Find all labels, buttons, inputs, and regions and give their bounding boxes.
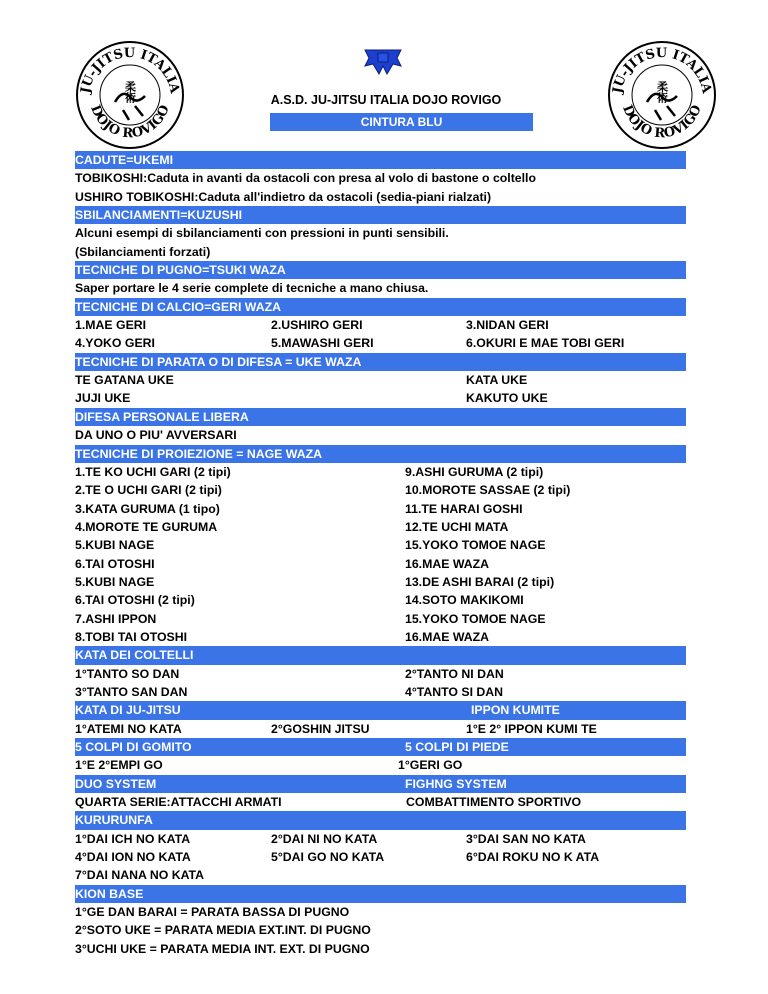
item-text: 10.MOROTE SASSAE (2 tipi) (405, 483, 571, 498)
item-text: 12.TE UCHI MATA (405, 519, 509, 534)
section-header (75, 701, 686, 719)
section-title: CADUTE=UKEMI (75, 153, 174, 167)
section-header (75, 408, 686, 426)
item-text: 3°TANTO SAN DAN (75, 684, 188, 699)
item-text: 7.ASHI IPPON (75, 611, 157, 626)
item-text: 3°UCHI UKE = PARATA MEDIA INT. EXT. DI PUGNO (75, 941, 370, 956)
syllabus-line (75, 500, 686, 518)
item-text: (Sbilanciamenti forzati) (75, 244, 211, 259)
item-text: 1°ATEMI NO KATA (75, 721, 182, 736)
item-text: 13.DE ASHI BARAI (2 tipi) (405, 574, 555, 589)
item-text: 2°TANTO NI DAN (405, 666, 504, 681)
item-text: 16.MAE WAZA (405, 556, 490, 571)
syllabus-line (75, 389, 686, 407)
item-text: USHIRO TOBIKOSHI:Caduta all'indietro da ostacoli (sedia-piani rialzati) (75, 189, 492, 204)
syllabus-line (75, 334, 686, 352)
logo-text-top: JU-JITSU ITALIA (610, 45, 714, 95)
section-title: KATA DEI COLTELLI (75, 648, 194, 663)
syllabus-line (75, 169, 686, 187)
item-text: 3°DAI SAN NO KATA (466, 831, 586, 846)
section-title: 5 COLPI DI GOMITO (75, 740, 192, 754)
section-header (75, 151, 686, 169)
item-text: 14.SOTO MAKIKOMI (405, 593, 524, 608)
syllabus-line (75, 279, 686, 297)
item-text: 4.YOKO GERI (75, 336, 155, 351)
syllabus-line (75, 610, 686, 628)
item-text: Alcuni esempi di sbilanciamenti con pressioni in punti sensibili. (75, 226, 449, 241)
section-header (75, 775, 686, 793)
section-header (75, 885, 686, 903)
item-text: 1.MAE GERI (75, 318, 147, 333)
belt-level-label: CINTURA BLU (270, 113, 533, 131)
section-title: TECNICHE DI PUGNO=TSUKI WAZA (75, 263, 286, 278)
syllabus-line (75, 536, 686, 554)
syllabus-line (75, 866, 686, 884)
item-text: 1°GE DAN BARAI = PARATA BASSA DI PUGNO (75, 905, 350, 920)
section-title: TECNICHE DI PARATA O DI DIFESA = UKE WAZA (75, 354, 362, 369)
item-text: 6.TAI OTOSHI (2 tipi) (75, 593, 195, 608)
item-text: 7°DAI NANA NO KATA (75, 868, 205, 883)
item-text: 1.TE KO UCHI GARI (2 tipi) (75, 464, 231, 479)
syllabus-line (75, 940, 686, 958)
item-text: 6°DAI ROKU NO K ATA (466, 850, 600, 865)
syllabus-line (75, 224, 686, 242)
section-title: DIFESA PERSONALE LIBERA (75, 409, 249, 424)
item-text: 5.KUBI NAGE (75, 574, 155, 589)
item-text: 9.ASHI GURUMA (2 tipi) (405, 464, 544, 479)
section-header (75, 353, 686, 371)
logo-kanji: 柔術 (655, 81, 669, 103)
item-text: DA UNO O PIU' AVVERSARI (75, 428, 237, 443)
item-text: 6.TAI OTOSHI (75, 556, 155, 571)
syllabus-line (75, 463, 686, 481)
section-title: SBILANCIAMENTI=KUZUSHI (75, 208, 243, 223)
item-text: 15.YOKO TOMOE NAGE (405, 538, 546, 553)
logo-text-top: JU-JITSU ITALIA (78, 45, 182, 95)
item-text: 2.TE O UCHI GARI (2 tipi) (75, 483, 222, 498)
syllabus-content (75, 151, 686, 958)
item-text: 1°DAI ICH NO KATA (75, 831, 191, 846)
logo-text-bottom: DOJO ROVIGO (619, 103, 705, 142)
item-text: 5°DAI GO NO KATA (271, 850, 385, 865)
syllabus-line (75, 426, 686, 444)
syllabus-line (75, 720, 686, 738)
section-header (75, 445, 686, 463)
section-header (75, 206, 686, 224)
syllabus-line (75, 756, 686, 774)
item-text: 2°DAI NI NO KATA (271, 831, 378, 846)
syllabus-line (75, 518, 686, 536)
syllabus-line (75, 243, 686, 261)
item-text: 2°SOTO UKE = PARATA MEDIA EXT.INT. DI PUGNO (75, 923, 371, 938)
syllabus-line (75, 371, 686, 389)
item-text: KATA UKE (466, 373, 528, 388)
item-text: 2°GOSHIN JITSU (271, 721, 370, 736)
syllabus-line (75, 903, 686, 921)
item-text: KAKUTO UKE (466, 391, 548, 406)
svg-text:DOJO ROVIGO (619, 103, 705, 141)
item-text: 4°TANTO SI DAN (405, 684, 504, 699)
item-text: QUARTA SERIE:ATTACCHI ARMATI (75, 795, 282, 810)
syllabus-line (75, 555, 686, 573)
syllabus-line (75, 793, 686, 811)
item-text: TOBIKOSHI:Caduta in avanti da ostacoli con presa al volo di bastone o coltello (75, 171, 536, 186)
syllabus-line (75, 573, 686, 591)
syllabus-line (75, 683, 686, 701)
club-title: A.S.D. JU-JITSU ITALIA DOJO ROVIGO (270, 93, 502, 107)
item-text: 1°E 2°EMPI GO (75, 758, 163, 773)
item-text: 1°TANTO SO DAN (75, 666, 180, 681)
logo-kanji: 柔術 (123, 81, 137, 103)
syllabus-line (75, 481, 686, 499)
item-text: 8.TOBI TAI OTOSHI (75, 629, 188, 644)
item-text: 15.YOKO TOMOE NAGE (405, 611, 546, 626)
item-text: TE GATANA UKE (75, 373, 174, 388)
item-text: 3.NIDAN GERI (466, 318, 549, 333)
section-title: KION BASE (75, 886, 144, 901)
club-logo-right-icon (607, 40, 717, 150)
syllabus-line (75, 188, 686, 206)
syllabus-line (75, 591, 686, 609)
section-title: KATA DI JU-JITSU (75, 703, 181, 718)
club-logo-left-icon (75, 40, 185, 150)
item-text: COMBATTIMENTO SPORTIVO (406, 795, 582, 810)
syllabus-line (75, 830, 686, 848)
item-text: 16.MAE WAZA (405, 629, 490, 644)
syllabus-line (75, 848, 686, 866)
section-title: 5 COLPI DI PIEDE (405, 740, 509, 754)
item-text: Saper portare le 4 serie complete di tecniche a mano chiusa. (75, 281, 429, 296)
item-text: 4.MOROTE TE GURUMA (75, 519, 218, 534)
item-text: 11.TE HARAI GOSHI (405, 501, 523, 516)
item-text: 4°DAI ION NO KATA (75, 850, 191, 865)
syllabus-line (75, 628, 686, 646)
item-text: 1°GERI GO (398, 758, 463, 773)
item-text: 2.USHIRO GERI (271, 318, 363, 333)
section-title: KURURUNFA (75, 813, 153, 828)
item-text: 1°E 2° IPPON KUMI TE (466, 721, 597, 736)
blue-belt-icon (363, 44, 403, 80)
syllabus-line (75, 665, 686, 683)
item-text: 3.KATA GURUMA (1 tipo) (75, 501, 220, 516)
item-text: 6.OKURI E MAE TOBI GERI (466, 336, 625, 351)
section-title: FIGHNG SYSTEM (405, 776, 507, 791)
section-header (75, 646, 686, 664)
section-header (75, 738, 686, 756)
section-header (75, 811, 686, 829)
item-text: 5.MAWASHI GERI (271, 336, 374, 351)
section-title: DUO SYSTEM (75, 776, 157, 791)
section-header (75, 298, 686, 316)
item-text: JUJI UKE (75, 391, 131, 406)
syllabus-line (75, 316, 686, 334)
syllabus-line (75, 921, 686, 939)
section-header (75, 261, 686, 279)
logo-text-bottom: DOJO ROVIGO (87, 103, 173, 142)
svg-text:DOJO ROVIGO (87, 103, 173, 141)
item-text: 5.KUBI NAGE (75, 538, 155, 553)
section-title: TECNICHE DI CALCIO=GERI WAZA (75, 299, 281, 314)
section-title: IPPON KUMITE (471, 703, 560, 718)
section-title: TECNICHE DI PROIEZIONE = NAGE WAZA (75, 446, 322, 461)
